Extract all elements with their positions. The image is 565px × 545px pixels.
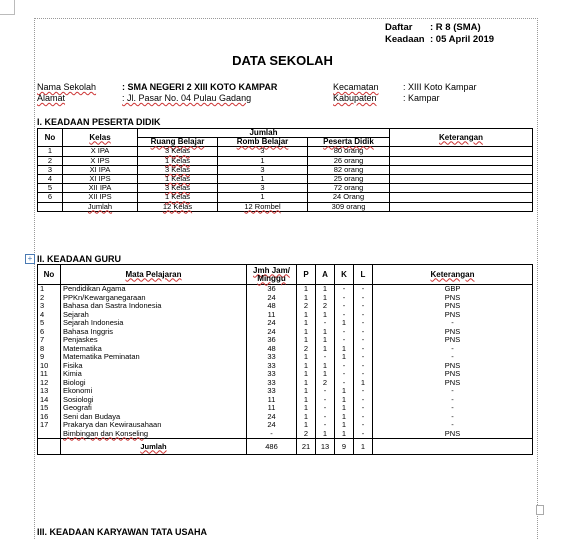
nama-sekolah-value: : SMA NEGERI 2 XIII KOTO KAMPAR [122, 82, 278, 92]
cell-l: - [354, 311, 373, 320]
cell-no: 1 [38, 285, 61, 294]
cell-jam: 48 [247, 302, 297, 311]
cell-mapel: Penjaskes [61, 336, 247, 345]
kabupaten-value: : Kampar [403, 93, 440, 103]
cell-p: 2 [297, 302, 316, 311]
cell-k: - [335, 328, 354, 337]
cell-no: 7 [38, 336, 61, 345]
cell-no [38, 439, 61, 455]
cell-no: 2 [38, 156, 63, 165]
cell-jam: 48 [247, 345, 297, 354]
cell-keterangan [390, 193, 533, 202]
cell-mapel: Geografi [61, 404, 247, 413]
cell-mapel: Seni dan Budaya [61, 413, 247, 422]
peserta-didik-table [37, 128, 533, 212]
cell-k: 1 [335, 413, 354, 422]
cell-a: 1 [316, 345, 335, 354]
cell-l: - [354, 353, 373, 362]
col-mapel-header: Mata Pelajaran [61, 265, 247, 285]
col-romb-header: Romb Belajar [218, 138, 308, 147]
col-a-header: A [316, 265, 335, 285]
cell-no: 4 [38, 174, 63, 183]
col-k-header: K [335, 265, 354, 285]
table-row [38, 147, 533, 156]
cell-a: - [316, 396, 335, 405]
cell-jam: 33 [247, 362, 297, 371]
page-corner-mark [0, 0, 15, 15]
cell-jam: 36 [247, 336, 297, 345]
cell-a: - [316, 319, 335, 328]
cell-l: - [354, 430, 373, 439]
cell-no: 1 [38, 147, 63, 156]
cell-keterangan: PNS [373, 294, 533, 303]
cell-jam: 33 [247, 387, 297, 396]
page-title: DATA SEKOLAH [232, 53, 333, 68]
table-row [38, 193, 533, 202]
table-resize-handle[interactable] [536, 505, 544, 515]
daftar-label: Daftar [385, 22, 413, 33]
cell-ruang: 3 Kelas [138, 147, 218, 156]
cell-l: - [354, 421, 373, 430]
cell-l: - [354, 285, 373, 294]
cell-ruang: 1 Kelas [138, 174, 218, 183]
cell-mapel: Biologi [61, 379, 247, 388]
cell-k: 1 [335, 387, 354, 396]
cell-no: 3 [38, 302, 61, 311]
cell-keterangan: PNS [373, 362, 533, 371]
cell-a: 1 [316, 362, 335, 371]
cell-l: - [354, 387, 373, 396]
cell-jam: 11 [247, 396, 297, 405]
col-kelas-header: Kelas [63, 129, 138, 147]
total-p: 21 [297, 439, 316, 455]
cell-a: - [316, 413, 335, 422]
cell-k: 1 [335, 430, 354, 439]
col-no-header: No [38, 265, 61, 285]
cell-l: - [354, 294, 373, 303]
cell-jam: 24 [247, 294, 297, 303]
cell-peserta: 80 orang [308, 147, 390, 156]
cell-keterangan: PNS [373, 328, 533, 337]
cell-keterangan: - [373, 319, 533, 328]
cell-jam: 33 [247, 379, 297, 388]
cell-k: - [335, 370, 354, 379]
col-jam-header: Jmh Jam/ Minggu [247, 265, 297, 285]
cell-no: 13 [38, 387, 61, 396]
cell-no [38, 202, 63, 211]
total-l: 1 [354, 439, 373, 455]
cell-a: 1 [316, 285, 335, 294]
cell-p: 1 [297, 387, 316, 396]
cell-p: 1 [297, 404, 316, 413]
cell-keterangan: - [373, 353, 533, 362]
cell-p: 1 [297, 336, 316, 345]
cell-p: 1 [297, 413, 316, 422]
alamat-label: Alamat [37, 93, 66, 103]
cell-keterangan: PNS [373, 379, 533, 388]
cell-k: - [335, 362, 354, 371]
cell-keterangan [390, 156, 533, 165]
cell-jam: 24 [247, 421, 297, 430]
cell-keterangan: PNS [373, 302, 533, 311]
cell-kelas: XI IPS [63, 174, 138, 183]
cell-keterangan [390, 202, 533, 211]
cell-l: - [354, 336, 373, 345]
cell-no: 2 [38, 294, 61, 303]
col-l-header: L [354, 265, 373, 285]
cell-k: - [335, 294, 354, 303]
cell-l: - [354, 396, 373, 405]
cell-keterangan: PNS [373, 370, 533, 379]
table-row [38, 165, 533, 174]
total-romb: 12 Rombel [218, 202, 308, 211]
cell-keterangan: - [373, 387, 533, 396]
section-peserta-didik-heading: I. KEADAAN PESERTA DIDIK [37, 117, 161, 127]
cell-romb: 1 [218, 193, 308, 202]
col-p-header: P [297, 265, 316, 285]
cell-peserta: 26 orang [308, 156, 390, 165]
cell-keterangan: PNS [373, 430, 533, 439]
cell-ruang: 1 Kelas [138, 193, 218, 202]
cell-no [38, 430, 61, 439]
table-row [38, 379, 533, 388]
cell-keterangan: PNS [373, 336, 533, 345]
cell-no: 6 [38, 193, 63, 202]
cell-kelas: XI IPA [63, 165, 138, 174]
cell-keterangan [390, 174, 533, 183]
total-peserta: 309 orang [308, 202, 390, 211]
total-k: 9 [335, 439, 354, 455]
col-keterangan-header: Keterangan [373, 265, 533, 285]
cell-keterangan: - [373, 421, 533, 430]
cell-p: 1 [297, 311, 316, 320]
cell-l: - [354, 302, 373, 311]
cell-kelas: X IPA [63, 147, 138, 156]
cell-l: - [354, 345, 373, 354]
cell-a: 1 [316, 336, 335, 345]
cell-keterangan [390, 184, 533, 193]
cell-mapel: Sejarah Indonesia [61, 319, 247, 328]
cell-a: - [316, 387, 335, 396]
cell-a: - [316, 404, 335, 413]
cell-mapel: Pendidikan Agama [61, 285, 247, 294]
cell-l: - [354, 328, 373, 337]
cell-keterangan: - [373, 345, 533, 354]
cell-jam: 33 [247, 353, 297, 362]
cell-mapel: Fisika [61, 362, 247, 371]
cell-kelas: XII IPS [63, 193, 138, 202]
cell-mapel: Bahasa dan Sastra Indonesia [61, 302, 247, 311]
table-row [38, 336, 533, 345]
cell-mapel: Kimia [61, 370, 247, 379]
keadaan-value: : 05 April 2019 [430, 34, 495, 45]
cell-jam: 24 [247, 319, 297, 328]
cell-p: 1 [297, 379, 316, 388]
cell-no: 10 [38, 362, 61, 371]
section-guru-heading: II. KEADAAN GURU [37, 254, 122, 264]
cell-keterangan: - [373, 396, 533, 405]
total-label: Jumlah [61, 439, 247, 455]
table-row [38, 174, 533, 183]
cell-a: 1 [316, 311, 335, 320]
cell-no: 11 [38, 370, 61, 379]
cell-jam: 36 [247, 285, 297, 294]
cell-kelas: XII IPA [63, 184, 138, 193]
col-jumlah-header: Jumlah [138, 129, 390, 138]
cell-a: 1 [316, 430, 335, 439]
cell-peserta: 72 orang [308, 184, 390, 193]
daftar-value: : R 8 (SMA) [430, 22, 481, 33]
cell-l: - [354, 370, 373, 379]
cell-a: 2 [316, 302, 335, 311]
cell-k: - [335, 336, 354, 345]
cell-jam: - [247, 430, 297, 439]
cell-mapel: PPKn/Kewarganegaraan [61, 294, 247, 303]
cell-romb: 3 [218, 184, 308, 193]
cell-l: - [354, 413, 373, 422]
cell-k: 1 [335, 404, 354, 413]
cell-no: 5 [38, 184, 63, 193]
cell-a: 1 [316, 370, 335, 379]
table-total-row [38, 202, 533, 211]
cell-k: 1 [335, 353, 354, 362]
cell-l: - [354, 319, 373, 328]
cell-mapel: Matematika [61, 345, 247, 354]
cell-k: - [335, 379, 354, 388]
cell-no: 16 [38, 413, 61, 422]
cell-jam: 33 [247, 370, 297, 379]
cell-keterangan [390, 165, 533, 174]
cell-romb: 3 [218, 147, 308, 156]
total-jam: 486 [247, 439, 297, 455]
cell-a: 1 [316, 294, 335, 303]
cell-k: - [335, 302, 354, 311]
cell-no: 3 [38, 165, 63, 174]
cell-ruang: 1 Kelas [138, 156, 218, 165]
cell-p: 1 [297, 319, 316, 328]
cell-p: 1 [297, 353, 316, 362]
total-a: 13 [316, 439, 335, 455]
cell-p: 2 [297, 345, 316, 354]
cell-jam: 11 [247, 311, 297, 320]
table-row [38, 396, 533, 405]
cell-no: 9 [38, 353, 61, 362]
cell-mapel: Prakarya dan Kewirausahaan [61, 421, 247, 430]
table-row [38, 184, 533, 193]
cell-romb: 1 [218, 174, 308, 183]
cell-no: 12 [38, 379, 61, 388]
cell-no: 15 [38, 404, 61, 413]
cell-k: 1 [335, 319, 354, 328]
guru-table-body [38, 285, 533, 439]
cell-p: 1 [297, 421, 316, 430]
cell-k: - [335, 311, 354, 320]
cell-p: 1 [297, 370, 316, 379]
cell-ruang: 3 Kelas [138, 184, 218, 193]
cell-p: 1 [297, 362, 316, 371]
cell-a: - [316, 353, 335, 362]
alamat-value: : Jl. Pasar No. 04 Pulau Gadang [122, 93, 252, 103]
cell-k: - [335, 285, 354, 294]
cell-romb: 3 [218, 165, 308, 174]
cell-mapel: Bahasa Inggris [61, 328, 247, 337]
cell-p: 1 [297, 328, 316, 337]
school-info [37, 82, 537, 106]
table-row [38, 387, 533, 396]
table-move-handle-icon[interactable]: + [25, 254, 35, 264]
cell-keterangan: - [373, 413, 533, 422]
cell-no: 14 [38, 396, 61, 405]
cell-p: 1 [297, 294, 316, 303]
section-karyawan-heading: III. KEADAAN KARYAWAN TATA USAHA [37, 527, 208, 537]
cell-peserta: 82 orang [308, 165, 390, 174]
cell-jam: 24 [247, 413, 297, 422]
cell-a: 1 [316, 328, 335, 337]
nama-sekolah-label: Nama Sekolah [37, 82, 97, 92]
cell-keterangan: PNS [373, 311, 533, 320]
cell-k: 1 [335, 421, 354, 430]
cell-kelas: X IPS [63, 156, 138, 165]
cell-l: - [354, 404, 373, 413]
cell-keterangan [373, 439, 533, 455]
cell-p: 2 [297, 430, 316, 439]
cell-no: 17 [38, 421, 61, 430]
col-ruang-header: Ruang Belajar [138, 138, 218, 147]
cell-mapel: Matematika Peminatan [61, 353, 247, 362]
cell-mapel: Ekonomi [61, 387, 247, 396]
cell-romb: 1 [218, 156, 308, 165]
cell-p: 1 [297, 285, 316, 294]
cell-k: 1 [335, 396, 354, 405]
cell-jam: 24 [247, 328, 297, 337]
table-total-row [38, 439, 533, 455]
guru-table [37, 264, 533, 455]
cell-mapel: Sosiologi [61, 396, 247, 405]
cell-a: - [316, 421, 335, 430]
col-keterangan-header: Keterangan [390, 129, 533, 147]
cell-keterangan [390, 147, 533, 156]
cell-l: 1 [354, 379, 373, 388]
col-no-header: No [38, 129, 63, 147]
cell-mapel: Sejarah [61, 311, 247, 320]
table-row [38, 430, 533, 439]
cell-no: 6 [38, 328, 61, 337]
cell-no: 4 [38, 311, 61, 320]
document-header [385, 22, 494, 46]
cell-keterangan: GBP [373, 285, 533, 294]
cell-k: 1 [335, 345, 354, 354]
col-peserta-header: Peserta Didik [308, 138, 390, 147]
kecamatan-label: Kecamatan [333, 82, 379, 92]
cell-no: 5 [38, 319, 61, 328]
total-ruang: 12 Kelas [138, 202, 218, 211]
kabupaten-label: Kabupaten [333, 93, 377, 103]
total-label: Jumlah [63, 202, 138, 211]
keadaan-label: Keadaan [385, 34, 425, 45]
cell-peserta: 25 orang [308, 174, 390, 183]
cell-no: 8 [38, 345, 61, 354]
cell-mapel: Bimbingan dan Konseling [61, 430, 247, 439]
cell-p: 1 [297, 396, 316, 405]
cell-ruang: 3 Kelas [138, 165, 218, 174]
cell-peserta: 24 Orang [308, 193, 390, 202]
cell-keterangan: - [373, 404, 533, 413]
table-row [38, 156, 533, 165]
cell-jam: 11 [247, 404, 297, 413]
kecamatan-value: : XIII Koto Kampar [403, 82, 477, 92]
cell-a: 2 [316, 379, 335, 388]
cell-l: - [354, 362, 373, 371]
